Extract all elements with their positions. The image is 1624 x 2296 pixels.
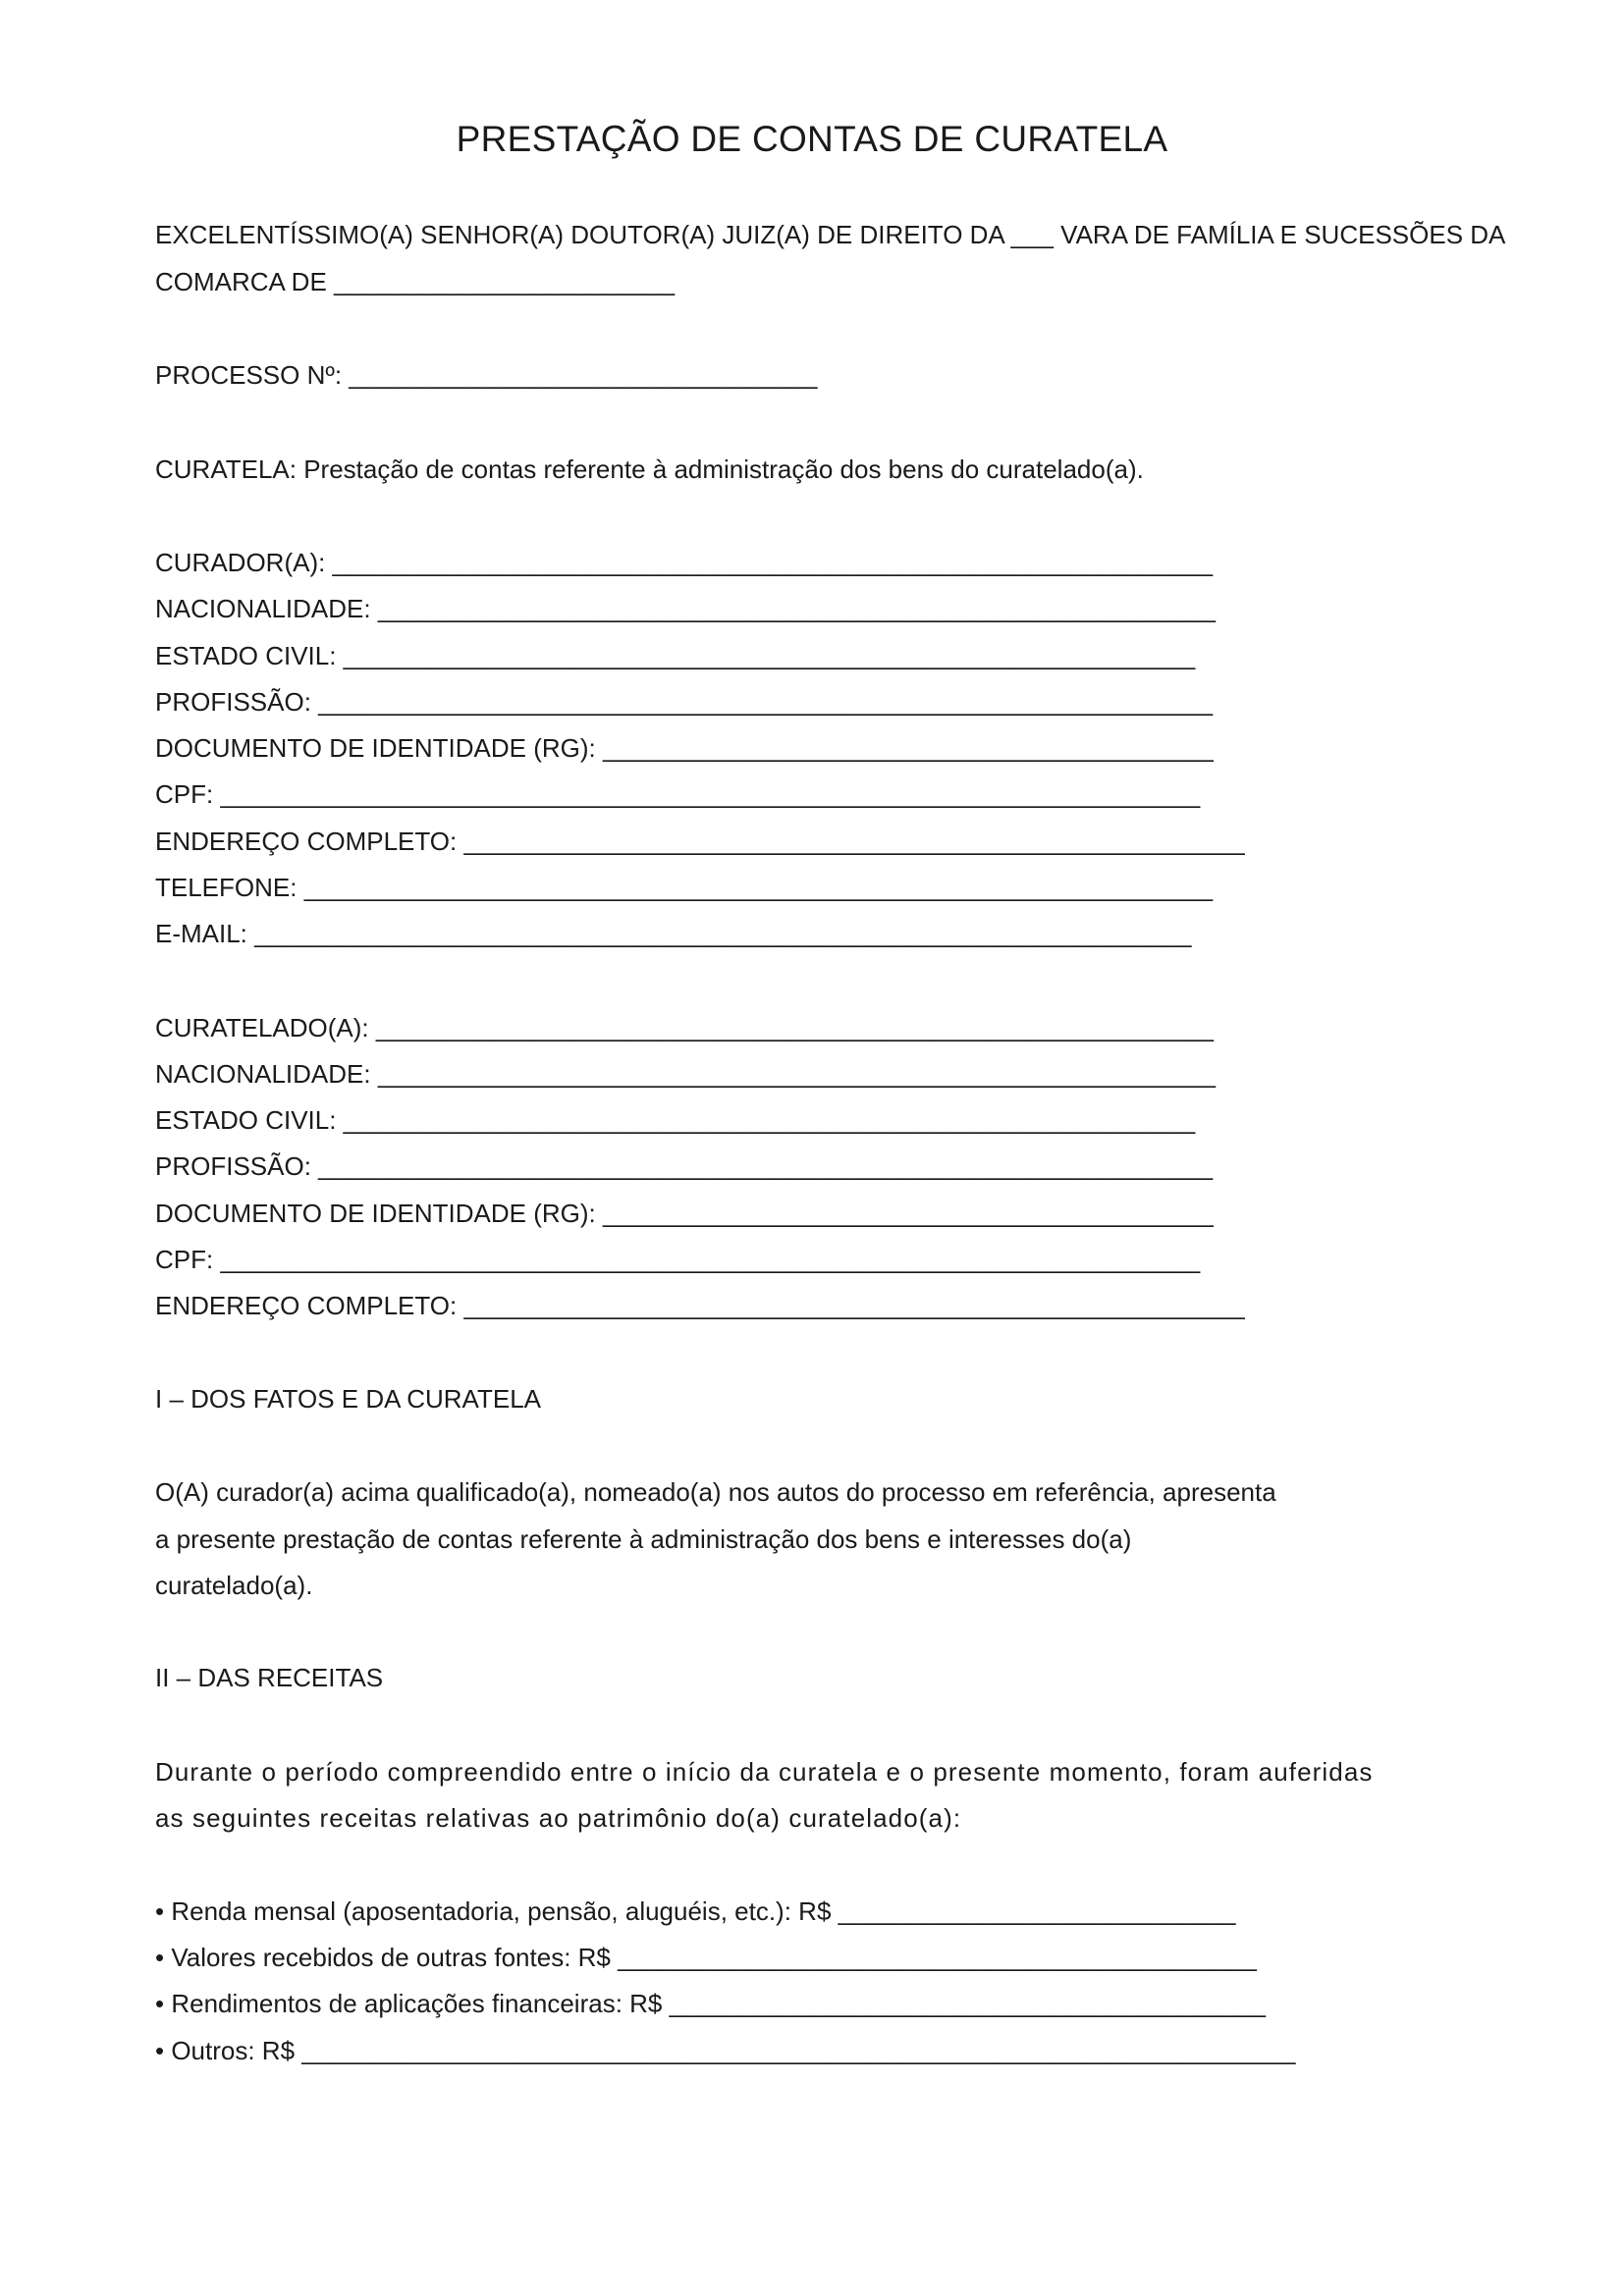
- curador-nacionalidade-field: NACIONALIDADE: ___________________________________________________________: [155, 594, 1216, 623]
- address-line-1: EXCELENTÍSSIMO(A) SENHOR(A) DOUTOR(A) JUIZ(A) DE DIREITO DA ___ VARA DE FAMÍLIA E SUCESSÕES DA: [155, 220, 1506, 249]
- receita-item-outras-fontes: • Valores recebidos de outras fontes: R$ _____________________________________________: [155, 1943, 1257, 1972]
- curador-documento-field: DOCUMENTO DE IDENTIDADE (RG): ___________________________________________: [155, 733, 1214, 763]
- receita-item-renda-mensal: • Renda mensal (aposentadoria, pensão, aluguéis, etc.): R$ ____________________________: [155, 1896, 1236, 1926]
- receita-item-aplicacoes: • Rendimentos de aplicações financeiras: R$ __________________________________________: [155, 1989, 1266, 2018]
- curatelado-profissao-field: PROFISSÃO: _______________________________________________________________: [155, 1151, 1214, 1181]
- curador-endereco-field: ENDEREÇO COMPLETO: _______________________________________________________: [155, 827, 1245, 856]
- receita-item-outros: • Outros: R$ ______________________________________________________________________: [155, 2036, 1296, 2065]
- curatelado-nacionalidade-field: NACIONALIDADE: ___________________________________________________________: [155, 1059, 1216, 1089]
- section-1-heading: I – DOS FATOS E DA CURATELA: [155, 1384, 541, 1414]
- curador-cpf-field: CPF: _____________________________________________________________________: [155, 779, 1201, 809]
- curatelado-endereco-field: ENDEREÇO COMPLETO: _______________________________________________________: [155, 1291, 1245, 1320]
- curatelado-documento-field: DOCUMENTO DE IDENTIDADE (RG): ___________________________________________: [155, 1199, 1214, 1228]
- document-title: PRESTAÇÃO DE CONTAS DE CURATELA: [456, 119, 1168, 159]
- curatelado-nome-field: CURATELADO(A): ___________________________________________________________: [155, 1013, 1215, 1042]
- section-1-paragraph-line: a presente prestação de contas referente à administração dos bens e interesses do(a): [155, 1524, 1132, 1554]
- section-1-paragraph-line: O(A) curador(a) acima qualificado(a), nomeado(a) nos autos do processo em referência, apresenta: [155, 1477, 1276, 1507]
- curador-profissao-field: PROFISSÃO: _______________________________________________________________: [155, 687, 1214, 717]
- address-line-2: COMARCA DE ________________________: [155, 267, 676, 296]
- curador-nome-field: CURADOR(A): ______________________________________________________________: [155, 548, 1214, 577]
- section-1-paragraph-line: curatelado(a).: [155, 1571, 313, 1600]
- section-2-paragraph-line: Durante o período compreendido entre o início da curatela e o presente momento, foram auferidas: [155, 1757, 1374, 1787]
- section-2-heading: II – DAS RECEITAS: [155, 1663, 384, 1692]
- curatelado-cpf-field: CPF: _____________________________________________________________________: [155, 1245, 1201, 1274]
- section-2-paragraph-line: as seguintes receitas relativas ao patrimônio do(a) curatelado(a):: [155, 1803, 962, 1833]
- processo-field: PROCESSO Nº: _________________________________: [155, 360, 818, 390]
- curador-telefone-field: TELEFONE: ________________________________________________________________: [155, 873, 1214, 902]
- curador-email-field: E-MAIL: __________________________________________________________________: [155, 919, 1192, 948]
- curatelado-estado-civil-field: ESTADO CIVIL: ____________________________________________________________: [155, 1105, 1196, 1135]
- curador-estado-civil-field: ESTADO CIVIL: ____________________________________________________________: [155, 641, 1196, 670]
- curatela-statement: CURATELA: Prestação de contas referente à administração dos bens do curatelado(a).: [155, 454, 1144, 484]
